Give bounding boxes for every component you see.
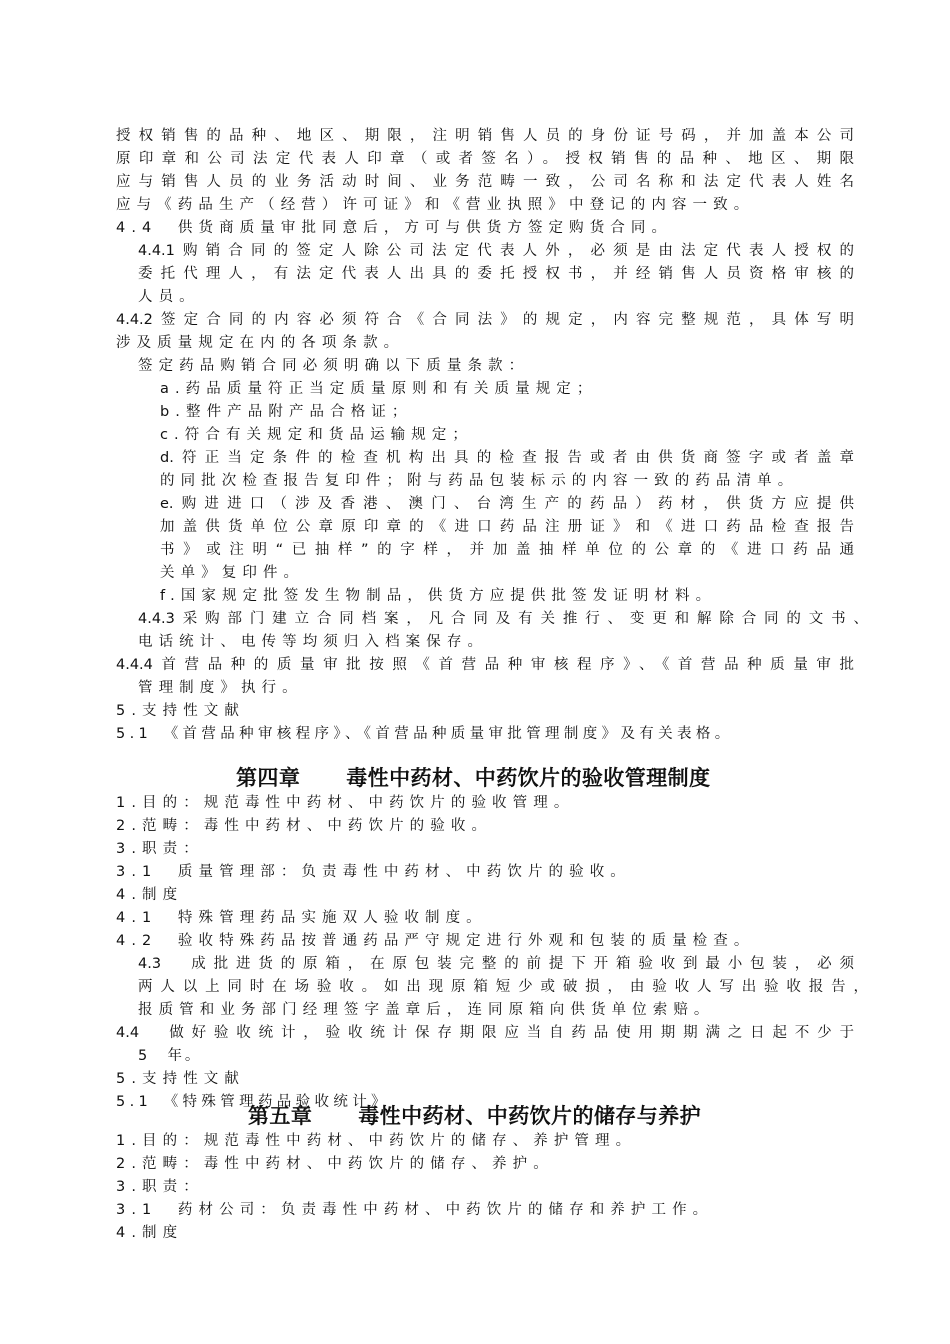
- ch4-support-5-1: 5.1 《特殊管理药品验收统计》: [116, 1094, 390, 1110]
- quality-term-d-line-1: d.符正当定条件的检查机构出具的检查报告或者由供货商签字或者盖章: [160, 450, 854, 466]
- ch4-item-4-4-line-2: 5 年。: [138, 1048, 203, 1064]
- ch4-duty: 3.职责：: [116, 841, 204, 857]
- item-4-4-3-line-1: 4.4.3采购部门建立合同档案，凡合同及有关推行、变更和解除合同的文书、: [138, 611, 868, 627]
- quality-term-f: f.国家规定批签发生物制品，供货方应提供批签发证明材料。: [160, 588, 717, 604]
- ch5-system: 4.制度: [116, 1225, 184, 1241]
- chapter-5-heading: [248, 1103, 701, 1129]
- chapter-5-title: 毒性中药材、中药饮片的储存与养护: [358, 1103, 701, 1128]
- ch4-item-4-2: 4.2 验收特殊药品按普通药品严守规定进行外观和包装的质量检查。: [116, 933, 755, 949]
- ch4-support: 5.支持性文献: [116, 1071, 245, 1087]
- quality-term-b: b.整件产品附产品合格证；: [160, 404, 413, 420]
- chapter-5-number: 第五章: [248, 1103, 313, 1128]
- ch4-item-4-3-line-1: 4.3 成批进货的原箱，在原包装完整的前提下开箱验收到最小包装，必须: [138, 956, 854, 972]
- ch4-purpose: 1.目的：规范毒性中药材、中药饮片的验收管理。: [116, 795, 575, 811]
- ch4-item-4-3-line-2: 两人以上同时在场验收。如出现原箱短少或破损，由验收人写出验收报告，: [138, 979, 868, 995]
- item-5-support: 5.支持性文献: [116, 703, 245, 719]
- quality-term-c: c.符合有关规定和货品运输规定；: [160, 427, 474, 443]
- quality-term-a: a.药品质量符正当定质量原则和有关质量规定；: [160, 381, 598, 397]
- chapter-4-number: 第四章: [236, 765, 301, 790]
- item-4-4-1-line-1: 4.4.1购销合同的签定人除公司法定代表人外，必须是由法定代表人授权的: [138, 243, 854, 259]
- ch5-duty-3-1: 3.1 药材公司：负责毒性中药材、中药饮片的储存和养护工作。: [116, 1202, 714, 1218]
- ch4-item-4-3-line-3: 报质管和业务部门经理签字盖章后，连同原箱向供货单位索赔。: [138, 1002, 715, 1018]
- quality-term-e-line-1: e.购进进口（涉及香港、澳门、台湾生产的药品）药材，供货方应提供: [160, 496, 854, 512]
- quality-term-e-line-2: 加盖供货单位公章原印章的《进口药品注册证》和《进口药品检查报告: [160, 519, 854, 535]
- ch4-system: 4.制度: [116, 887, 184, 903]
- ch5-scope: 2.范畴：毒性中药材、中药饮片的储存、养护。: [116, 1156, 554, 1172]
- quality-term-d-line-2: 的同批次检查报告复印件；附与药品包装标示的内容一致的药品清单。: [160, 473, 799, 489]
- ch4-item-4-4-line-1: 4.4 做好验收统计，验收统计保存期限应当自药品使用期期满之日起不少于: [116, 1025, 854, 1041]
- item-4-4-4-line-1: 4.4.4首营品种的质量审批按照《首营品种审核程序》、《首营品种质量审批: [116, 657, 854, 673]
- ch5-purpose: 1.目的：规范毒性中药材、中药饮片的储存、养护管理。: [116, 1133, 637, 1149]
- authorization-para-line-2: 原印章和公司法定代表人印章（或者签名）。授权销售的品种、地区、期限: [116, 151, 854, 167]
- quality-terms-intro: 签定药品购销合同必须明确以下质量条款：: [138, 358, 530, 374]
- chapter-4-heading: [236, 765, 710, 791]
- item-4-4: 4.4 供货商质量审批同意后，方可与供货方签定购货合同。: [116, 220, 673, 236]
- chapter-4-title: 毒性中药材、中药饮片的验收管理制度: [346, 765, 711, 790]
- quality-term-e-line-3: 书》或注明“已抽样”的字样，并加盖抽样单位的公章的《进口药品通: [160, 542, 854, 558]
- quality-term-e-line-4: 关单》复印件。: [160, 565, 305, 581]
- authorization-para-line-1: 授权销售的品种、地区、期限，注明销售人员的身份证号码，并加盖本公司: [116, 128, 854, 144]
- ch5-duty: 3.职责：: [116, 1179, 204, 1195]
- ch4-item-4-1: 4.1 特殊管理药品实施双人验收制度。: [116, 910, 487, 926]
- ch4-duty-3-1: 3.1 质量管理部：负责毒性中药材、中药饮片的验收。: [116, 864, 631, 880]
- item-4-4-4-line-2: 管理制度》执行。: [138, 680, 303, 696]
- item-4-4-1-line-3: 人员。: [138, 289, 200, 305]
- authorization-para-line-4: 应与《药品生产（经营）许可证》和《营业执照》中登记的内容一致。: [116, 197, 755, 213]
- item-5-1: 5.1 《首营品种审核程序》、《首营品种质量审批管理制度》及有关表格。: [116, 726, 734, 742]
- item-4-4-3-line-2: 电话统计、电传等均须归入档案保存。: [138, 634, 489, 650]
- item-4-4-2-line-2: 涉及质量规定在内的各项条款。: [116, 335, 405, 351]
- item-4-4-1-line-2: 委托代理人，有法定代表人出具的委托授权书，并经销售人员资格审核的: [138, 266, 854, 282]
- item-4-4-2-line-1: 4.4.2签定合同的内容必须符合《合同法》的规定，内容完整规范，具体写明: [116, 312, 854, 328]
- ch4-scope: 2.范畴：毒性中药材、中药饮片的验收。: [116, 818, 493, 834]
- authorization-para-line-3: 应与销售人员的业务活动时间、业务范畴一致，公司名称和法定代表人姓名: [116, 174, 854, 190]
